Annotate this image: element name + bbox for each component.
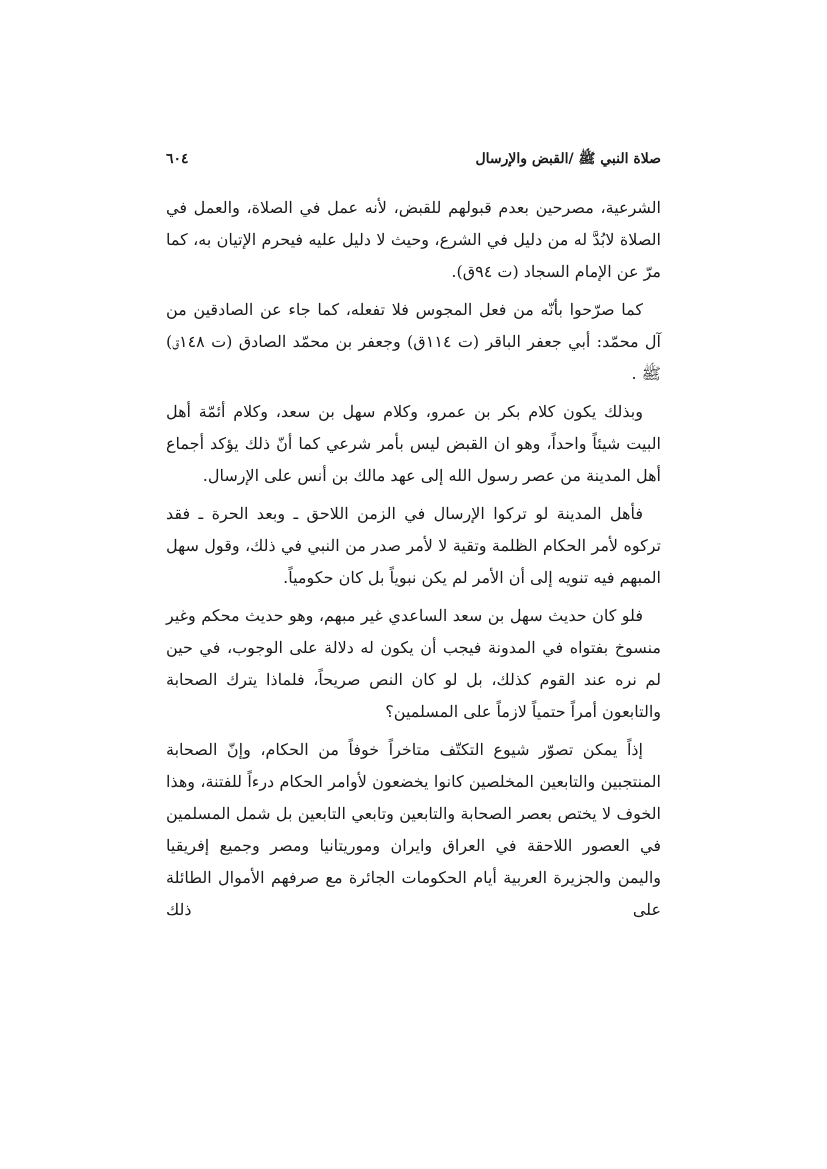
paragraph-4: فأهل المدينة لو تركوا الإرسال في الزمن اللاحق ـ وبعد الحرة ـ فقد تركوه لأمر الحكام الظلمة وتقية لا لأمر صدر من النبي في ذلك، وقول سهل المبهم فيه تنويه إلى أن الأمر لم يكن نبوياً بل كان حكومياً. xyxy=(166,504,661,587)
paragraph-5: فلو كان حديث سهل بن سعد الساعدي غير مبهم، وهو حديث محكم وغير منسوخ بفتواه في المدونة فيجب أن يكون له دلالة على الوجوب، في حين لم نره عند القوم كذلك، بل لو كان النص صريحاً، فلماذا يترك الصحابة والتابعون أمراً حتمياً لازماً على المسلمين؟ xyxy=(166,606,661,721)
paragraph-2: كما صرّحوا بأنّه من فعل المجوس فلا تفعله، كما جاء عن الصادقين من آل محمّد: أبي جعفر الباقر (ت ١١٤ق) وجعفر بن محمّد الصادق (ت ١٤٨ق) ﷺ . xyxy=(166,300,662,383)
body-text xyxy=(166,192,661,926)
running-header xyxy=(166,150,661,178)
paragraph-1: الشرعية، مصرحين بعدم قبولهم للقبض، لأنه عمل في الصلاة، والعمل في الصلاة لابُدَّ له من دليل في الشرع، وحيث لا دليل عليه فيحرم الإتيان به، كما مرّ عن الإمام السجاد (ت ٩٤ق). xyxy=(166,198,661,281)
paragraph-6: إذاً يمكن تصوّر شيوع التكتّف متاخراً خوفاً من الحكام، وإنّ الصحابة المنتجبين والتابعين المخلصين كانوا يخضعون لأوامر الحكام درءاً للفتنة، وهذا الخوف لا يختص بعصر الصحابة والتابعين وتابعي التابعين بل شمل المسلمين في العصور اللاحقة في العراق وايران وموريتانيا ومصر وجميع إفريقيا واليمن والجزيرة العربية أيام الحكومات الجائرة مع صرفهم الأموال الطائلة على ذلك xyxy=(166,740,662,919)
header-title: صلاة النبي ﷺ /القبض والإرسال xyxy=(475,151,661,167)
book-page xyxy=(166,150,661,932)
paragraph-3: وبذلك يكون كلام بكر بن عمرو، وكلام سهل بن سعد، وكلام أئمّة أهل البيت شيئاً واحداً، وهو ان القبض ليس بأمر شرعي كما أنّ ذلك يؤكد أجماع أهل المدينة من عصر رسول الله إلى عهد مالك بن أنس على الإرسال. xyxy=(166,402,661,485)
page-number: ٦٠٤ xyxy=(166,151,189,167)
